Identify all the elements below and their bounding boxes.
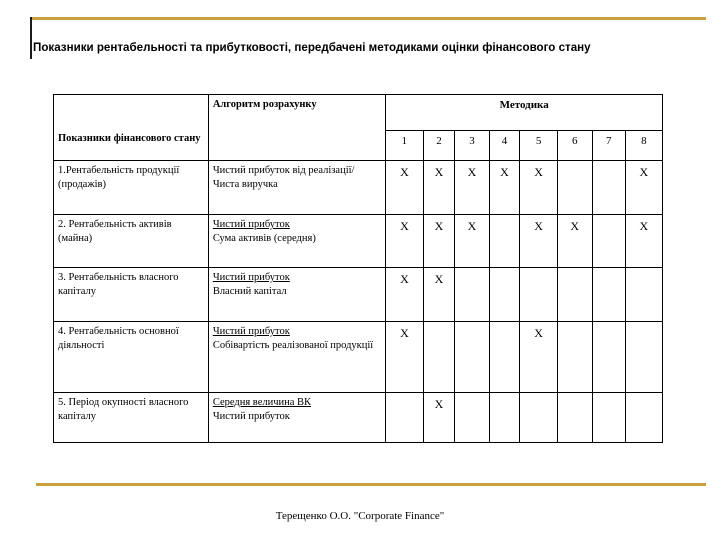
page-title: Показники рентабельності та прибутковості, передбачені методиками оцінки фінансового стану	[33, 41, 591, 54]
indicators-table	[53, 94, 663, 443]
indicator-cell: 3. Рентабельність власного капіталу	[54, 268, 209, 322]
method-mark	[520, 393, 557, 443]
methods-header-label: Методика	[499, 99, 549, 111]
formula-denominator: Сума активів (середня)	[212, 233, 316, 245]
method-mark	[489, 215, 520, 268]
method-mark: X	[386, 161, 423, 215]
method-mark	[625, 268, 662, 322]
formula-numerator: Чистий прибуток	[212, 272, 290, 283]
method-mark: X	[423, 393, 455, 443]
method-mark: X	[520, 215, 557, 268]
method-mark: X	[423, 215, 455, 268]
method-mark	[455, 268, 489, 322]
footer-credit: Терещенко О.О. "Corporate Finance"	[275, 510, 445, 522]
formula-denominator: Собівартість реалізованої продукції	[212, 340, 374, 352]
formula-cell	[208, 161, 386, 215]
method-mark: X	[489, 161, 520, 215]
method-mark: X	[455, 161, 489, 215]
method-mark: X	[520, 322, 557, 393]
method-mark: X	[520, 161, 557, 215]
method-number: 6	[557, 131, 592, 161]
method-mark	[592, 393, 625, 443]
indicator-cell: 2. Рентабельність активів (майна)	[54, 215, 209, 268]
method-mark: X	[386, 215, 423, 268]
method-mark	[520, 268, 557, 322]
formula-cell	[208, 215, 386, 268]
method-mark	[592, 161, 625, 215]
method-mark: X	[423, 268, 455, 322]
method-mark	[625, 393, 662, 443]
method-mark	[423, 322, 455, 393]
method-mark	[489, 393, 520, 443]
method-mark: X	[625, 161, 662, 215]
method-mark	[557, 393, 592, 443]
indicator-column-header	[54, 95, 209, 161]
table-row	[54, 322, 663, 393]
method-mark	[386, 393, 423, 443]
indicator-cell: 4. Рентабельність основної діяльності	[54, 322, 209, 393]
algorithm-header-label: Алгоритм розрахунку	[212, 99, 317, 110]
top-divider	[30, 17, 706, 20]
formula-numerator: Чистий прибуток	[212, 326, 290, 337]
method-mark	[592, 322, 625, 393]
methods-column-header	[386, 95, 663, 131]
method-mark	[557, 268, 592, 322]
formula-numerator: Чистий прибуток від реалізації/ Чиста виручка	[212, 165, 355, 191]
indicator-cell: 5. Період окупності власного капіталу	[54, 393, 209, 443]
method-mark	[592, 215, 625, 268]
method-number: 5	[520, 131, 557, 161]
formula-cell	[208, 268, 386, 322]
method-mark	[557, 161, 592, 215]
bottom-divider	[36, 483, 706, 486]
table-row	[54, 268, 663, 322]
formula-denominator: Чистий прибуток	[212, 411, 290, 423]
method-mark	[592, 268, 625, 322]
formula-cell	[208, 393, 386, 443]
method-mark: X	[386, 322, 423, 393]
table-row	[54, 393, 663, 443]
table-row	[54, 215, 663, 268]
formula-cell	[208, 322, 386, 393]
method-mark	[489, 322, 520, 393]
method-mark	[625, 322, 662, 393]
indicator-cell: 1.Рентабельність продукції (продажів)	[54, 161, 209, 215]
method-mark: X	[423, 161, 455, 215]
method-number: 2	[423, 131, 455, 161]
method-number: 7	[592, 131, 625, 161]
formula-numerator: Чистий прибуток	[212, 219, 290, 230]
header-row	[54, 95, 663, 131]
method-number: 3	[455, 131, 489, 161]
left-divider	[30, 17, 32, 59]
method-mark	[455, 393, 489, 443]
method-mark	[489, 268, 520, 322]
method-mark: X	[386, 268, 423, 322]
method-mark: X	[625, 215, 662, 268]
indicator-header-label: Показники фінансового стану	[58, 132, 201, 144]
method-number: 8	[625, 131, 662, 161]
table-row	[54, 161, 663, 215]
formula-denominator: Власний капітал	[212, 286, 287, 298]
method-number: 4	[489, 131, 520, 161]
method-mark: X	[455, 215, 489, 268]
method-mark	[455, 322, 489, 393]
method-number: 1	[386, 131, 423, 161]
formula-numerator: Середня величина ВК	[212, 397, 312, 408]
method-mark: X	[557, 215, 592, 268]
method-mark	[557, 322, 592, 393]
algorithm-column-header	[208, 95, 386, 161]
